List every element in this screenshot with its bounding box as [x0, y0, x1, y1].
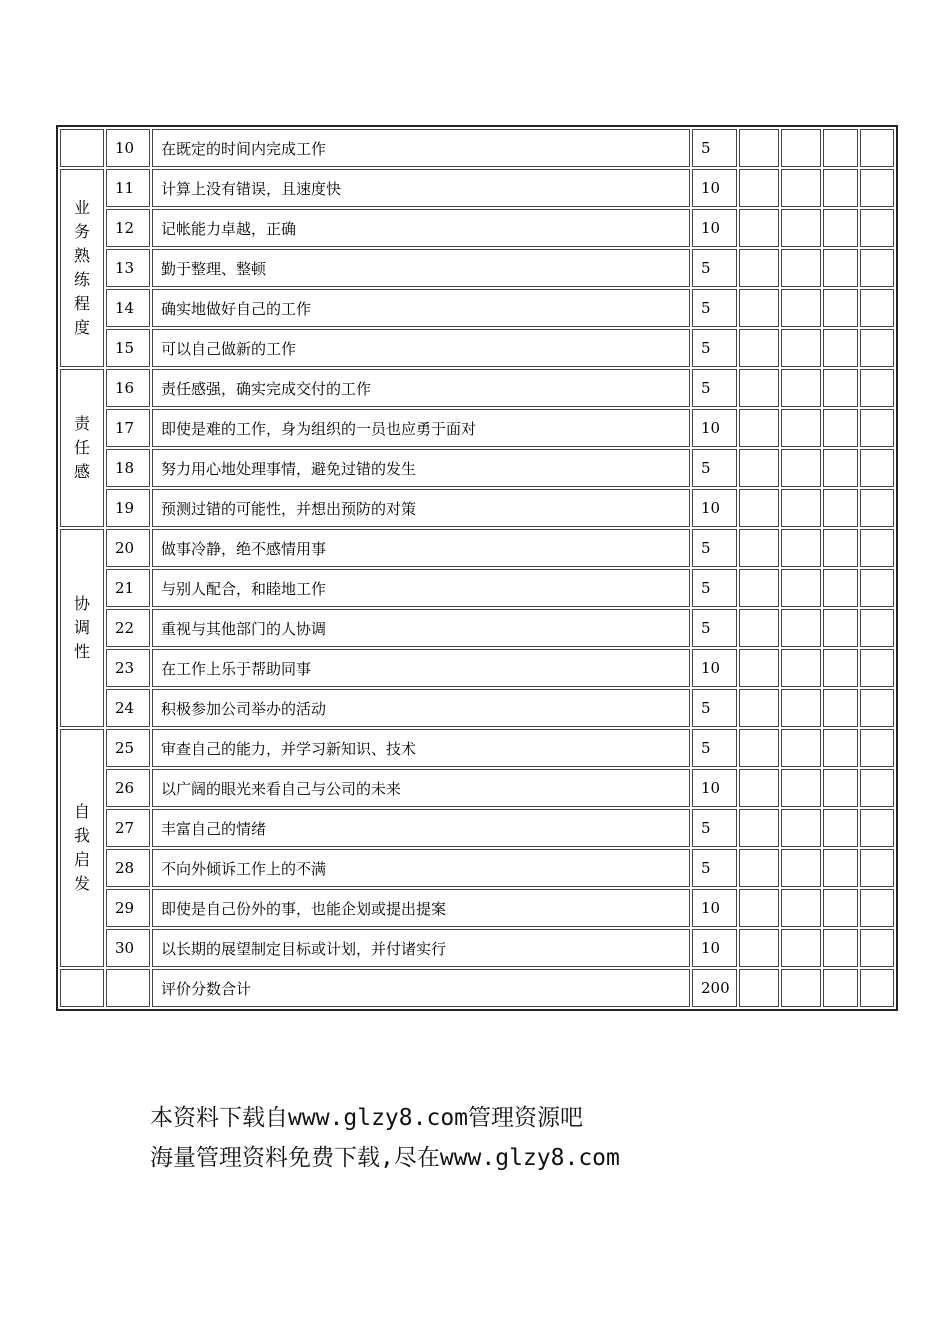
- item-points: 5: [692, 689, 737, 727]
- score-cell: [823, 569, 858, 607]
- item-points: 5: [692, 289, 737, 327]
- score-cell: [781, 529, 821, 567]
- item-points: 10: [692, 769, 737, 807]
- score-cell: [739, 569, 779, 607]
- item-description: 在工作上乐于帮助同事: [152, 649, 690, 687]
- item-points: 10: [692, 889, 737, 927]
- item-points: 5: [692, 609, 737, 647]
- score-cell: [781, 449, 821, 487]
- score-cell: [781, 289, 821, 327]
- table-row: [60, 929, 894, 967]
- item-description: 不向外倾诉工作上的不满: [152, 849, 690, 887]
- score-cell: [860, 849, 894, 887]
- score-cell: [860, 569, 894, 607]
- score-cell: [823, 809, 858, 847]
- table-row: [60, 649, 894, 687]
- category-label: 责任感: [73, 414, 90, 481]
- score-cell: [781, 889, 821, 927]
- score-cell: [823, 849, 858, 887]
- item-points: 5: [692, 809, 737, 847]
- table-row: [60, 529, 894, 567]
- score-cell: [823, 369, 858, 407]
- item-number: 10: [106, 129, 150, 167]
- score-cell: [781, 929, 821, 967]
- item-description: 在既定的时间内完成工作: [152, 129, 690, 167]
- score-cell: [781, 249, 821, 287]
- score-cell: [860, 729, 894, 767]
- item-description: 记帐能力卓越，正确: [152, 209, 690, 247]
- item-points: 10: [692, 409, 737, 447]
- footer-line-1: 本资料下载自www.glzy8.com管理资源吧: [150, 1105, 584, 1131]
- score-cell: [739, 609, 779, 647]
- score-cell: [823, 329, 858, 367]
- score-cell: [739, 769, 779, 807]
- item-points: 10: [692, 649, 737, 687]
- score-cell: [860, 889, 894, 927]
- score-cell: [823, 929, 858, 967]
- item-description: 做事冷静，绝不感情用事: [152, 529, 690, 567]
- score-cell: [823, 889, 858, 927]
- table-row: [60, 409, 894, 447]
- item-description: 即使是自己份外的事，也能企划或提出提案: [152, 889, 690, 927]
- score-cell: [739, 969, 779, 1007]
- score-cell: [823, 529, 858, 567]
- item-description: 与别人配合，和睦地工作: [152, 569, 690, 607]
- item-number: 14: [106, 289, 150, 327]
- item-points: 5: [692, 249, 737, 287]
- table-row: [60, 489, 894, 527]
- table-row: [60, 689, 894, 727]
- score-cell: [823, 609, 858, 647]
- item-number: 24: [106, 689, 150, 727]
- table-row: [60, 849, 894, 887]
- item-number: 23: [106, 649, 150, 687]
- score-cell: [823, 449, 858, 487]
- item-number: 15: [106, 329, 150, 367]
- item-points: 5: [692, 849, 737, 887]
- score-cell: [860, 129, 894, 167]
- score-cell: [860, 689, 894, 727]
- score-cell: [823, 769, 858, 807]
- score-cell: [739, 289, 779, 327]
- score-cell: [823, 489, 858, 527]
- item-points: 10: [692, 169, 737, 207]
- score-cell: [860, 209, 894, 247]
- table-row: [60, 129, 894, 167]
- item-description: 即使是难的工作，身为组织的一员也应勇于面对: [152, 409, 690, 447]
- item-points: 10: [692, 489, 737, 527]
- evaluation-table: [56, 125, 898, 1011]
- total-label: 评价分数合计: [152, 969, 690, 1007]
- empty-cell: [60, 969, 104, 1007]
- score-cell: [781, 969, 821, 1007]
- score-cell: [823, 289, 858, 327]
- score-cell: [739, 649, 779, 687]
- score-cell: [781, 369, 821, 407]
- item-number: 26: [106, 769, 150, 807]
- score-cell: [781, 569, 821, 607]
- item-description: 责任感强，确实完成交付的工作: [152, 369, 690, 407]
- score-cell: [860, 169, 894, 207]
- score-cell: [781, 409, 821, 447]
- table-row: [60, 729, 894, 767]
- score-cell: [860, 529, 894, 567]
- item-number: 30: [106, 929, 150, 967]
- score-cell: [860, 929, 894, 967]
- score-cell: [739, 929, 779, 967]
- category-label: 业务熟练程度: [73, 198, 90, 337]
- item-number: 17: [106, 409, 150, 447]
- item-points: 5: [692, 329, 737, 367]
- score-cell: [739, 249, 779, 287]
- score-cell: [860, 609, 894, 647]
- item-description: 勤于整理、整顿: [152, 249, 690, 287]
- item-number: 12: [106, 209, 150, 247]
- item-description: 努力用心地处理事情，避免过错的发生: [152, 449, 690, 487]
- score-cell: [823, 969, 858, 1007]
- category-cell: [60, 129, 104, 167]
- table-row: [60, 569, 894, 607]
- category-cell: [60, 529, 104, 727]
- category-cell: [60, 169, 104, 367]
- table-row: [60, 769, 894, 807]
- item-description: 积极参加公司举办的活动: [152, 689, 690, 727]
- score-cell: [739, 809, 779, 847]
- score-cell: [781, 769, 821, 807]
- score-cell: [739, 329, 779, 367]
- score-cell: [823, 129, 858, 167]
- item-number: 28: [106, 849, 150, 887]
- score-cell: [739, 409, 779, 447]
- score-cell: [781, 169, 821, 207]
- score-cell: [781, 209, 821, 247]
- item-number: 29: [106, 889, 150, 927]
- score-cell: [781, 329, 821, 367]
- score-cell: [781, 609, 821, 647]
- score-cell: [860, 289, 894, 327]
- item-description: 预测过错的可能性，并想出预防的对策: [152, 489, 690, 527]
- item-points: 10: [692, 209, 737, 247]
- score-cell: [823, 689, 858, 727]
- item-number: 16: [106, 369, 150, 407]
- item-number: 19: [106, 489, 150, 527]
- score-cell: [823, 729, 858, 767]
- score-cell: [739, 529, 779, 567]
- item-number: 20: [106, 529, 150, 567]
- score-cell: [739, 449, 779, 487]
- score-cell: [823, 209, 858, 247]
- item-number: 21: [106, 569, 150, 607]
- empty-cell: [106, 969, 150, 1007]
- item-description: 以长期的展望制定目标或计划，并付诸实行: [152, 929, 690, 967]
- item-points: 5: [692, 569, 737, 607]
- item-points: 5: [692, 449, 737, 487]
- score-cell: [781, 129, 821, 167]
- table-row: [60, 809, 894, 847]
- item-description: 以广阔的眼光来看自己与公司的未来: [152, 769, 690, 807]
- total-row: [60, 969, 894, 1007]
- score-cell: [739, 129, 779, 167]
- category-cell: [60, 369, 104, 527]
- score-cell: [823, 249, 858, 287]
- item-description: 丰富自己的情绪: [152, 809, 690, 847]
- download-watermark: [150, 1098, 620, 1178]
- table-row: [60, 209, 894, 247]
- item-number: 13: [106, 249, 150, 287]
- score-cell: [739, 689, 779, 727]
- table-row: [60, 369, 894, 407]
- score-cell: [781, 689, 821, 727]
- item-description: 确实地做好自己的工作: [152, 289, 690, 327]
- score-cell: [860, 649, 894, 687]
- score-cell: [860, 249, 894, 287]
- score-cell: [739, 169, 779, 207]
- footer-line-2: 海量管理资料免费下载,尽在www.glzy8.com: [150, 1145, 620, 1171]
- table-row: [60, 609, 894, 647]
- score-cell: [823, 649, 858, 687]
- score-cell: [823, 409, 858, 447]
- score-cell: [860, 449, 894, 487]
- score-cell: [739, 489, 779, 527]
- category-label: 协调性: [73, 594, 90, 661]
- item-description: 重视与其他部门的人协调: [152, 609, 690, 647]
- score-cell: [860, 489, 894, 527]
- score-cell: [860, 409, 894, 447]
- item-number: 27: [106, 809, 150, 847]
- score-cell: [781, 849, 821, 887]
- score-cell: [739, 849, 779, 887]
- category-cell: [60, 729, 104, 967]
- item-number: 25: [106, 729, 150, 767]
- table-row: [60, 249, 894, 287]
- score-cell: [860, 369, 894, 407]
- score-cell: [860, 769, 894, 807]
- score-cell: [781, 649, 821, 687]
- category-label: 自我启发: [73, 802, 90, 893]
- score-cell: [781, 729, 821, 767]
- score-cell: [739, 209, 779, 247]
- score-cell: [739, 889, 779, 927]
- score-cell: [739, 729, 779, 767]
- item-description: 可以自己做新的工作: [152, 329, 690, 367]
- score-cell: [860, 969, 894, 1007]
- item-points: 5: [692, 729, 737, 767]
- item-number: 18: [106, 449, 150, 487]
- score-cell: [860, 809, 894, 847]
- item-description: 计算上没有错误，且速度快: [152, 169, 690, 207]
- score-cell: [781, 809, 821, 847]
- item-points: 10: [692, 929, 737, 967]
- table-row: [60, 169, 894, 207]
- item-number: 22: [106, 609, 150, 647]
- score-cell: [823, 169, 858, 207]
- score-cell: [860, 329, 894, 367]
- item-points: 5: [692, 369, 737, 407]
- item-description: 审查自己的能力，并学习新知识、技术: [152, 729, 690, 767]
- total-points: 200: [692, 969, 737, 1007]
- table-row: [60, 289, 894, 327]
- table-row: [60, 449, 894, 487]
- item-points: 5: [692, 129, 737, 167]
- table-row: [60, 329, 894, 367]
- score-cell: [781, 489, 821, 527]
- score-cell: [739, 369, 779, 407]
- item-points: 5: [692, 529, 737, 567]
- item-number: 11: [106, 169, 150, 207]
- table-row: [60, 889, 894, 927]
